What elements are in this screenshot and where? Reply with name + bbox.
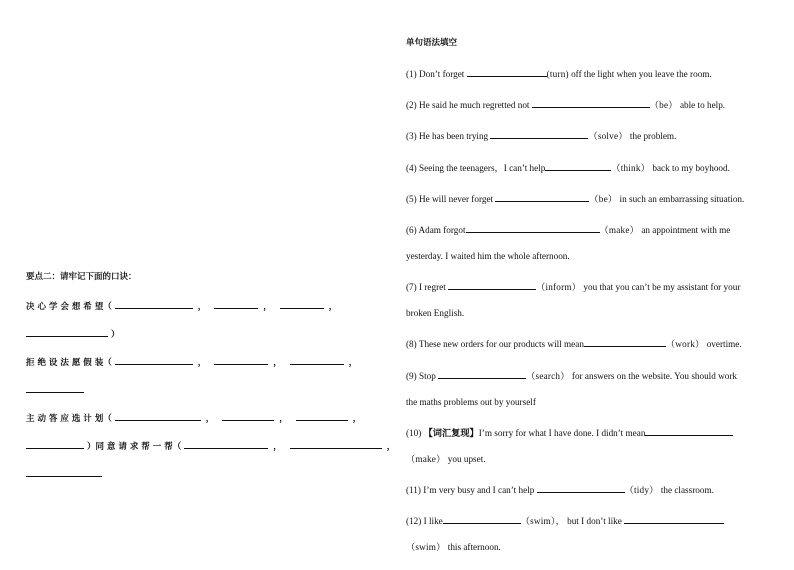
question-3 — [406, 128, 768, 143]
answer-blank[interactable] — [26, 466, 102, 477]
answer-blank[interactable] — [466, 222, 600, 233]
question-text: (9) Stop — [406, 370, 439, 381]
question-text: (8) These new orders for our products will mean — [406, 339, 584, 350]
mnemonic-label: ）同 意 请 求 帮 一 帮（ — [86, 442, 182, 452]
question-text: (4) Seeing the teenagers，I can’t help — [406, 162, 546, 173]
left-heading: 要点二：请牢记下面的口诀： — [26, 272, 137, 282]
mnemonic-line-5: 主 动 答 应 选 计 划（ ， ， ， — [26, 410, 386, 438]
question-text: I’m sorry for what I have done. I didn’t mean — [478, 427, 646, 438]
question-text: (7) I regret — [406, 282, 449, 293]
question-text: the classroom. — [658, 484, 714, 495]
question-text: off the light when you leave the room. — [568, 69, 712, 79]
question-text: (5) He will never forget — [406, 193, 496, 204]
question-text: ， but I don’t like — [555, 516, 625, 527]
answer-blank[interactable] — [645, 425, 733, 436]
question-5 — [406, 191, 768, 206]
question-text: you that you can’t be my assistant for your — [581, 282, 741, 293]
verb-hint: （be） — [589, 193, 618, 204]
question-9 — [406, 368, 768, 409]
answer-blank[interactable] — [214, 298, 258, 309]
question-text: able to help. — [677, 100, 726, 111]
answer-blank[interactable] — [290, 354, 344, 365]
mnemonic-label: 拒 绝 设 法 愿 假 装（ — [26, 358, 112, 368]
question-text: you upset. — [445, 453, 486, 464]
verb-hint: （inform） — [536, 282, 582, 293]
question-text-continued: yesterday. I waited him the whole afternoon. — [406, 250, 570, 261]
left-column — [26, 270, 396, 494]
question-text: overtime. — [704, 339, 742, 350]
question-7 — [406, 279, 768, 320]
question-2 — [406, 97, 768, 112]
answer-blank[interactable] — [26, 326, 108, 337]
question-text: (10) — [406, 427, 424, 438]
mnemonic-line-6: ）同 意 请 求 帮 一 帮（ ， ， — [26, 438, 386, 466]
answer-blank[interactable] — [448, 279, 536, 290]
verb-hint: （swim） — [520, 516, 556, 527]
vocab-review-tag: 【词汇复现】 — [423, 427, 479, 438]
verb-hint: （be） — [649, 100, 678, 111]
verb-hint: (turn) — [546, 69, 569, 79]
mnemonic-label: 决 心 学 会 想 希 望（ — [26, 302, 112, 312]
question-text-continued: the maths problems out by yourself — [406, 396, 536, 407]
answer-blank[interactable] — [280, 298, 324, 309]
answer-blank[interactable] — [26, 382, 84, 393]
answer-blank[interactable] — [184, 438, 268, 449]
question-6 — [406, 222, 768, 263]
question-text: the problem. — [627, 131, 677, 142]
answer-blank[interactable] — [624, 513, 724, 524]
question-text: (6) Adam forgot — [406, 224, 466, 235]
question-text: for answers on the website. You should work — [569, 370, 737, 381]
answer-blank[interactable] — [214, 354, 268, 365]
verb-hint: （search） — [526, 370, 570, 381]
verb-hint: （think） — [611, 162, 651, 173]
question-text-continued — [406, 453, 768, 466]
verb-hint: （make） — [406, 453, 446, 464]
answer-blank[interactable] — [537, 482, 625, 493]
question-text-continued — [406, 541, 768, 554]
question-text: (11) I’m very busy and I can’t help — [406, 484, 537, 495]
mnemonic-line-1: 决 心 学 会 想 希 望（ ， ， ， — [26, 298, 386, 326]
question-text-continued: broken English. — [406, 308, 465, 319]
answer-blank[interactable] — [115, 410, 201, 421]
answer-blank[interactable] — [490, 128, 588, 139]
section-title: 单句语法填空 — [406, 38, 458, 48]
answer-blank[interactable] — [222, 410, 274, 421]
verb-hint: （make） — [599, 224, 640, 235]
question-text: in such an embarrassing situation. — [617, 193, 745, 204]
question-12 — [406, 513, 768, 554]
verb-hint: （tidy） — [624, 484, 659, 495]
mnemonic-line-7 — [26, 466, 386, 494]
answer-blank[interactable] — [532, 97, 650, 108]
verb-hint: （work） — [665, 339, 705, 350]
question-4 — [406, 160, 768, 175]
answer-blank[interactable] — [296, 410, 348, 421]
answer-blank[interactable] — [438, 368, 526, 379]
question-10 — [406, 425, 768, 466]
answer-blank[interactable] — [26, 438, 84, 449]
answer-blank[interactable] — [467, 66, 547, 77]
mnemonic-label: ） — [110, 330, 120, 340]
question-11 — [406, 482, 768, 497]
answer-blank[interactable] — [495, 191, 589, 202]
mnemonic-line-2 — [26, 326, 386, 354]
question-text: back to my boyhood. — [650, 162, 730, 173]
question-text: this afternoon. — [445, 542, 501, 553]
question-1 — [406, 66, 768, 81]
answer-blank[interactable] — [115, 298, 193, 309]
right-column — [406, 36, 768, 570]
question-text: an appointment with me — [639, 224, 731, 235]
verb-hint: （swim） — [406, 542, 446, 553]
mnemonic-line-4 — [26, 382, 386, 410]
question-text: (12) I like — [406, 516, 443, 527]
question-text: (3) He has been trying — [406, 131, 491, 142]
question-8 — [406, 336, 768, 351]
answer-blank[interactable] — [545, 160, 611, 171]
question-text: (1) Don’t forget — [406, 69, 467, 79]
answer-blank[interactable] — [290, 438, 382, 449]
answer-blank[interactable] — [443, 513, 521, 524]
verb-hint: （solve） — [588, 131, 628, 142]
question-text: (2) He said he much regretted not — [406, 100, 532, 111]
mnemonic-line-3: 拒 绝 设 法 愿 假 装（ ， ， ， — [26, 354, 386, 382]
answer-blank[interactable] — [584, 336, 666, 347]
mnemonic-label: 主 动 答 应 选 计 划（ — [26, 414, 112, 424]
answer-blank[interactable] — [115, 354, 193, 365]
